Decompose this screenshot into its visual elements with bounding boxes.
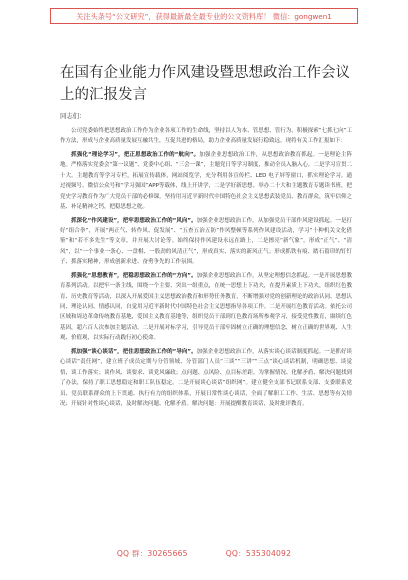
section-text: 加强企业思想政治工作，从思想政治教育抓起。一是理论主阵地。严格落实党委会“第一议题”、党委中心组、“三会一课”，主题党日等学习制度，推动全员入脑入心。二是学习宣贯二十大。主题教育等学习专栏，拓展宣传载体，网站阅览学，充分利用各宣传栏、LED 电子屏等窗口，抓实理论学习。通过视频号、微信公众号和“学习强国”APP等载体，线上开讲学，二是学好新思想。举办二十大和主题教育专题读书班，把党史学习教育作为广大党员干部的必修课，坚持用习近平新时代中国特色社会主义思想武装党员、教育群众，筑牢信仰之基、补足精神之钙，把稳思想之舵。	[60, 152, 352, 211]
section-paragraph	[60, 271, 352, 344]
section-paragraph	[60, 347, 352, 409]
salutation: 同志们：	[60, 112, 86, 120]
contact-footer	[0, 548, 408, 559]
section-heading: 抓强化“思想教育”，把稳思想政治工作的“方向”。	[71, 272, 197, 279]
section-heading: 抓强化“理论学习”，把正思想政治工作的“航向”。	[71, 152, 200, 158]
document-body	[60, 126, 352, 413]
intro-paragraph: 公司党委始终把思想政治工作作为企业各项工作的生命线，坚持以人为本、管思想、管行为，积极探索“七抓七向”工作方法，形成与企业高质量发展互融共生，互促共进的格局，助力企业高质量发展行稳致远。现将有关工作汇报如下：	[60, 128, 352, 145]
section-text: 加强企业思想政治工作，从加强党员干部作风建设抓起。一是打好“组合拳”，开展“两正气、转作风、促发展”、“五查五治五防”作风整顿等系列作风建设活动，学习“十种机关文化借鉴”和“若不多先生”等文章，并开展大讨论等。始终保持作风建设永远在路上，二是擦亮“新气象”，形成“正气”、“清风”，以“一个事业一条心、一盘棋、一股劲的风清正气”，形成真实、落实的新风正气；形成抓铁有痕、踏石留印的钉钉子、抓落实精神，形成创新求进、奋勇争先的工作氛围。	[60, 217, 352, 266]
document-title: 在国有企业能力作风建设暨思想政治工作会议上的汇报发言	[60, 65, 350, 103]
qq-group-label: QQ 群：30265665	[116, 549, 188, 558]
section-text: 加强企业思想政治工作，从落实谈心谈话制度抓起。一是抓好谈心谈话“责任网”，建立班子成员定期与分管领域、分管部门人员“三谈”“三讲”“三点”谈心谈话机制，明确思想、谈觉悟、谈工作落实；谈作风、谈要求、谈党风廉政；点问题、点风险、点目标差距。为掌握情况、化解矛盾、解决问题找到了办法，保持了职工思想稳定和职工队伍稳定。二是开展谈心谈话“组织网”。建立健全支部书记联系支部、支委联系党员、党员联系群众的上下贯通、执行有力的组织体系，开展日常性谈心谈话，全面了解职工工作、生活、思想等有关情况；开展针对性谈心谈话，及时解决问题、化解矛盾。解决问题：开展提醒教育谈话，及时批评教育。	[60, 348, 352, 407]
section-text: 加强企业思想政治工作，从坚定理想信念抓起。一是开展思想教育系列活动。以把牢一条主线，围绕一个主要、突出一组重点，在统一思想上下功夫，在提升素质上下功夫，组织红色教育、历史教育等活动，以深入开展爱国主义思想政治教育和形势任务教育，不断增强对党的创新理论的政治认同、思想认同、理论认同、情感认同，自觉用习近平新时代中国特色社会主义思想指导各项工作。二是开展红色教育活动。依托公司区域和周边革命传统教育基地，爱国主义教育基地等，组织党员干部到红色教育场所参观学习，接受党性教育，赓续红色基因，超六百人次参加主题活动。二是开展对标学习，引导党员干部牢固树立正确的理想信念，树立正确的世界观、人生观、价值观，以实际行动践行初心使命。	[60, 272, 352, 342]
section-heading: 抓深化“作风建设”，把牢思想政治工作的“风向”。	[71, 217, 197, 224]
promo-banner: 关注头条号“公文研究”，获得最新最全最专业的公文资料库！ 微信：gongwen1	[50, 8, 358, 24]
qq-contact-label: QQ：535304092	[225, 549, 292, 558]
section-paragraph	[60, 150, 352, 212]
section-heading: 抓加强“谈心谈话”，把住思想政治工作的“导向”。	[71, 348, 197, 355]
section-paragraph	[60, 216, 352, 268]
